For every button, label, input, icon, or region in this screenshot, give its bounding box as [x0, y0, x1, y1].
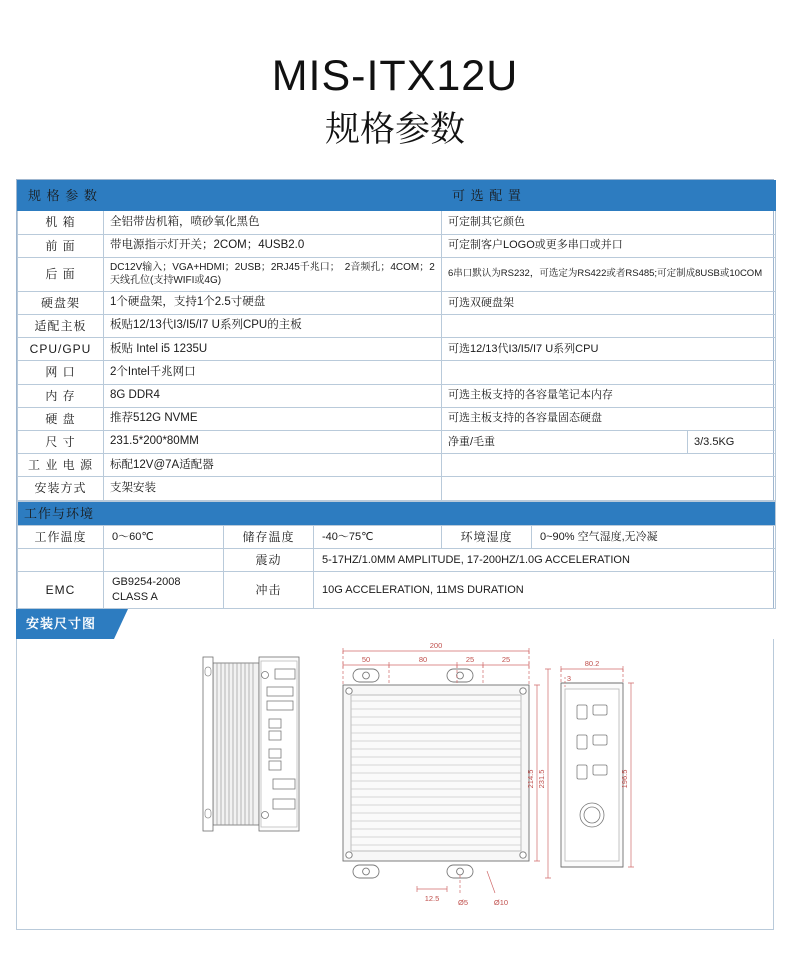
row-option: 可选双硬盘架 — [442, 291, 776, 314]
table-row — [18, 430, 776, 453]
row-label: 机 箱 — [18, 211, 104, 234]
row-option: 6串口默认为RS232，可选定为RS422或者RS485;可定制成8USB或10COM — [442, 257, 776, 291]
storage-temp-value: -40～75℃ — [314, 526, 442, 549]
dimension-drawing — [17, 639, 773, 928]
table-row — [18, 361, 776, 384]
dimension-drawing-area — [16, 639, 774, 930]
storage-temp-label: 储存温度 — [224, 526, 314, 549]
row-label: CPU/GPU — [18, 338, 104, 361]
environment-table — [17, 501, 776, 610]
emc-value: GB9254-2008 CLASS A — [104, 572, 224, 609]
row-value: 支架安装 — [104, 477, 442, 500]
row-label: 安装方式 — [18, 477, 104, 500]
dim-side-height: 196.5 — [620, 769, 629, 789]
spec-table-header-row — [18, 180, 776, 211]
row-value: 推荐512G NVME — [104, 407, 442, 430]
page-title: MIS-ITX12U — [271, 52, 519, 100]
spec-table-wrapper — [16, 179, 774, 609]
table-row — [18, 549, 776, 572]
row-option: 可选主板支持的各容量笔记本内存 — [442, 384, 776, 407]
table-row — [18, 572, 776, 609]
dim-hole-5: Ø5 — [457, 898, 469, 908]
row-value: 板贴12/13代I3/I5/I7 U系列CPU的主板 — [104, 315, 442, 338]
vibration-blank-2 — [104, 549, 224, 572]
vibration-value: 5-17HZ/1.0MM AMPLITUDE, 17-200HZ/1.0G ACCELERATION — [314, 549, 776, 572]
row-label: 内 存 — [18, 384, 104, 407]
row-label: 尺 寸 — [18, 430, 104, 453]
row-option: 可选12/13代I3/I5/I7 U系列CPU — [442, 338, 776, 361]
dim-125: 12.5 — [424, 894, 440, 904]
table-row — [18, 234, 776, 257]
row-option — [442, 477, 776, 500]
dim-side-width: 80.2 — [584, 659, 600, 669]
row-value: 2个Intel千兆网口 — [104, 361, 442, 384]
table-row — [18, 477, 776, 500]
row-value: 1个硬盘架，支持1个2.5寸硬盘 — [104, 291, 442, 314]
row-label: 前 面 — [18, 234, 104, 257]
row-value: 231.5*200*80MM — [104, 430, 442, 453]
humidity-label: 环境湿度 — [442, 526, 532, 549]
row-value: 全铝带齿机箱，喷砂氧化黑色 — [104, 211, 442, 234]
row-option: 可定制其它颜色 — [442, 211, 776, 234]
shock-label: 冲击 — [224, 572, 314, 609]
front-panel-view — [203, 657, 299, 831]
spec-header-right: 可 选 配 置 — [442, 180, 776, 211]
row-label: 适配主板 — [18, 315, 104, 338]
page-subtitle: 规格参数 — [324, 110, 465, 150]
dim-25a: 25 — [465, 655, 475, 665]
table-row — [18, 338, 776, 361]
row-label: 硬盘架 — [18, 291, 104, 314]
row-label: 硬 盘 — [18, 407, 104, 430]
row-option: 净重/毛重 — [442, 430, 688, 453]
dimension-banner — [16, 609, 774, 639]
row-option-value: 3/3.5KG — [688, 430, 776, 453]
row-value: 板贴 Intel i5 1235U — [104, 338, 442, 361]
shock-value: 10G ACCELERATION, 11MS DURATION — [314, 572, 776, 609]
row-option: 可选主板支持的各容量固态硬盘 — [442, 407, 776, 430]
row-value: 带电源指示灯开关；2COM；4USB2.0 — [104, 234, 442, 257]
humidity-value: 0~90% 空气湿度,无冷凝 — [532, 526, 776, 549]
row-value: DC12V输入；VGA+HDMI；2USB；2RJ45千兆口； 2音频孔；4COM；2天线孔位(支持WIFI或4G) — [104, 257, 442, 291]
table-row — [18, 257, 776, 291]
spec-header-left: 规 格 参 数 — [18, 180, 442, 211]
row-option — [442, 315, 776, 338]
table-row — [18, 315, 776, 338]
vibration-blank-1 — [18, 549, 104, 572]
table-row — [18, 526, 776, 549]
environment-header: 工作与环境 — [18, 501, 776, 526]
emc-label: EMC — [18, 572, 104, 609]
dim-25b: 25 — [501, 655, 511, 665]
row-label: 后 面 — [18, 257, 104, 291]
row-option — [442, 454, 776, 477]
row-label: 工 业 电 源 — [18, 454, 104, 477]
dim-hole-10: Ø10 — [493, 898, 509, 908]
row-option: 可定制客户LOGO或更多串口或并口 — [442, 234, 776, 257]
table-row — [18, 407, 776, 430]
row-value: 标配12V@7A适配器 — [104, 454, 442, 477]
row-value: 8G DDR4 — [104, 384, 442, 407]
side-view — [561, 683, 623, 867]
table-row — [18, 211, 776, 234]
dim-height-231: 231.5 — [537, 769, 546, 789]
table-row — [18, 291, 776, 314]
dim-50: 50 — [361, 655, 371, 665]
table-row — [18, 454, 776, 477]
dimension-header: 安装尺寸图 — [16, 609, 114, 639]
title-block — [0, 0, 790, 153]
dim-side-small: 3 — [566, 674, 572, 684]
row-option — [442, 361, 776, 384]
table-row — [18, 384, 776, 407]
work-temp-label: 工作温度 — [18, 526, 104, 549]
row-label: 网 口 — [18, 361, 104, 384]
environment-header-row — [18, 501, 776, 526]
dim-80: 80 — [418, 655, 428, 665]
work-temp-value: 0～60℃ — [104, 526, 224, 549]
spec-table — [17, 180, 776, 501]
top-view — [343, 669, 529, 878]
dim-top-width: 200 — [429, 641, 443, 651]
dim-height-214: 214.5 — [526, 769, 535, 789]
vibration-label: 震动 — [224, 549, 314, 572]
